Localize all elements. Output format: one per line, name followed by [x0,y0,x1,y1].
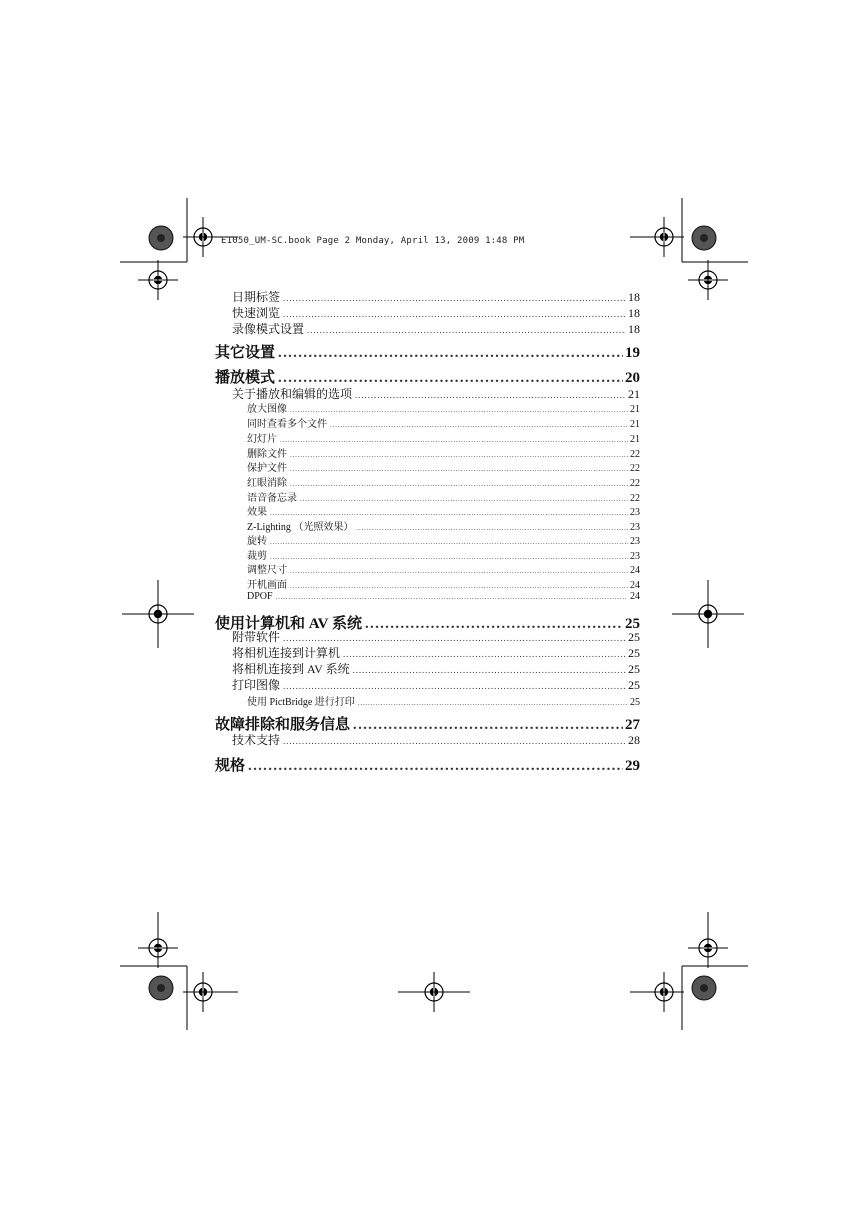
dot-leader [343,649,626,659]
toc-entry-page: 28 [628,733,640,747]
toc-entry[interactable] [215,341,640,361]
toc-entry-page: 23 [630,522,640,533]
dot-leader [290,451,628,459]
toc-entry-page: 25 [628,662,640,676]
toc-entry-title: 红眼消除 [247,478,287,489]
dot-leader [278,345,623,362]
dot-leader [330,421,628,429]
toc-entry-title: DPOF [247,591,273,602]
toc-entry[interactable] [247,561,640,575]
toc-entry-title: 幻灯片 [247,434,277,445]
dot-leader [248,758,623,775]
toc-entry-page: 23 [630,536,640,547]
toc-entry-page: 21 [628,387,640,401]
toc-entry-page: 25 [625,616,640,632]
toc-entry-page: 18 [628,322,640,336]
toc-entry-title: 将相机连接到计算机 [232,646,341,660]
toc-entry-title: 同时查看多个文件 [247,419,327,430]
toc-entry-page: 21 [630,419,640,430]
toc-entry[interactable] [232,644,640,660]
dot-leader [290,582,628,590]
toc-entry-title: 规格 [215,758,246,774]
toc-entry-page: 19 [625,345,640,361]
toc-entry[interactable] [247,547,640,561]
toc-entry[interactable] [232,304,640,320]
dot-leader [358,699,628,707]
toc-entry-title: 附带软件 [232,630,281,644]
toc-entry[interactable] [247,415,640,429]
dot-leader [290,567,628,575]
toc-entry[interactable] [247,518,640,532]
toc-entry-title: 裁剪 [247,551,267,562]
toc-entry[interactable] [247,459,640,473]
toc-entry-title: 删除文件 [247,449,287,460]
dot-leader [270,553,628,561]
toc-entry-title: 语音备忘录 [247,493,297,504]
toc-entry-page: 25 [628,678,640,692]
toc-entry[interactable] [215,754,640,774]
toc-entry-page: 22 [630,463,640,474]
toc-entry-title: 故障排除和服务信息 [215,717,351,733]
toc-entry-page: 18 [628,290,640,304]
dot-leader [290,465,628,473]
toc-entry-title: 使用 PictBridge 进行打印 [247,697,355,708]
toc-entry-page: 27 [625,717,640,733]
toc-entry-title: 保护文件 [247,463,287,474]
toc-entry[interactable] [247,591,640,605]
dot-leader [283,681,626,691]
dot-leader [307,325,626,335]
toc-entry[interactable] [232,628,640,644]
toc-entry[interactable] [247,445,640,459]
toc-entry-page: 25 [628,646,640,660]
dot-leader [283,293,626,303]
toc-entry-page: 29 [625,758,640,774]
dot-leader [353,665,626,675]
dot-leader [280,436,628,444]
toc-entry-title: 日期标签 [232,290,281,304]
toc-entry-title: 使用计算机和 AV 系统 [215,616,362,632]
toc-entry-title: 播放模式 [215,370,276,386]
toc-entry-page: 24 [630,565,640,576]
toc-entry-page: 21 [630,434,640,445]
toc-entry-title: Z-Lighting （光照效果） [247,522,354,533]
dot-leader [356,524,628,532]
toc-entry-page: 23 [630,551,640,562]
toc-entry-page: 21 [630,404,640,415]
toc-entry-title: 调整尺寸 [247,565,287,576]
dot-leader [290,480,628,488]
toc-entry[interactable] [247,489,640,503]
toc-entry-title: 打印图像 [232,678,281,692]
toc-entry[interactable] [232,320,640,336]
dot-leader [283,633,626,643]
dot-leader [270,509,628,517]
toc-entry-page: 22 [630,449,640,460]
toc-entry[interactable] [247,576,640,590]
toc-entry-title: 旋转 [247,536,267,547]
dot-leader [300,495,628,503]
dot-leader [355,390,626,400]
toc-entry[interactable] [215,366,640,386]
dot-leader [270,538,628,546]
toc-entry[interactable] [247,430,640,444]
toc-entry-title: 放大图像 [247,404,287,415]
toc-entry-title: 开机画面 [247,580,287,591]
toc-entry-title: 其它设置 [215,345,276,361]
toc-entry[interactable] [247,400,640,414]
toc-entry[interactable] [232,676,640,692]
toc-entry-title: 技术支持 [232,733,281,747]
toc-entry[interactable] [215,713,640,733]
dot-leader [276,593,628,601]
toc-entry-title: 效果 [247,507,267,518]
toc-entry-page: 24 [630,580,640,591]
toc-entry-page: 22 [630,478,640,489]
toc-entry-title: 快速浏览 [232,306,281,320]
toc-entry-page: 25 [628,630,640,644]
toc-entry-page: 23 [630,507,640,518]
file-header: E1050_UM-SC.book Page 2 Monday, April 13, 2009 1:48 PM [221,236,525,246]
toc-entry-title: 将相机连接到 AV 系统 [232,662,350,676]
dot-leader [283,736,626,746]
toc-entry-page: 24 [630,591,640,602]
toc-entry[interactable] [232,731,640,747]
toc-entry-page: 20 [625,370,640,386]
toc-entry[interactable] [247,503,640,517]
dot-leader [283,309,626,319]
toc-entry-page: 22 [630,493,640,504]
toc-entry[interactable] [232,288,640,304]
toc-entry[interactable] [247,474,640,488]
toc-entry-title: 关于播放和编辑的选项 [232,387,353,401]
dot-leader [290,406,628,414]
toc-entry[interactable] [247,693,640,707]
toc-entry[interactable] [232,660,640,676]
toc-entry[interactable] [247,532,640,546]
toc-entry[interactable] [232,385,640,401]
toc-entry-title: 录像模式设置 [232,322,305,336]
toc-entry-page: 25 [630,697,640,708]
toc-entry-page: 18 [628,306,640,320]
